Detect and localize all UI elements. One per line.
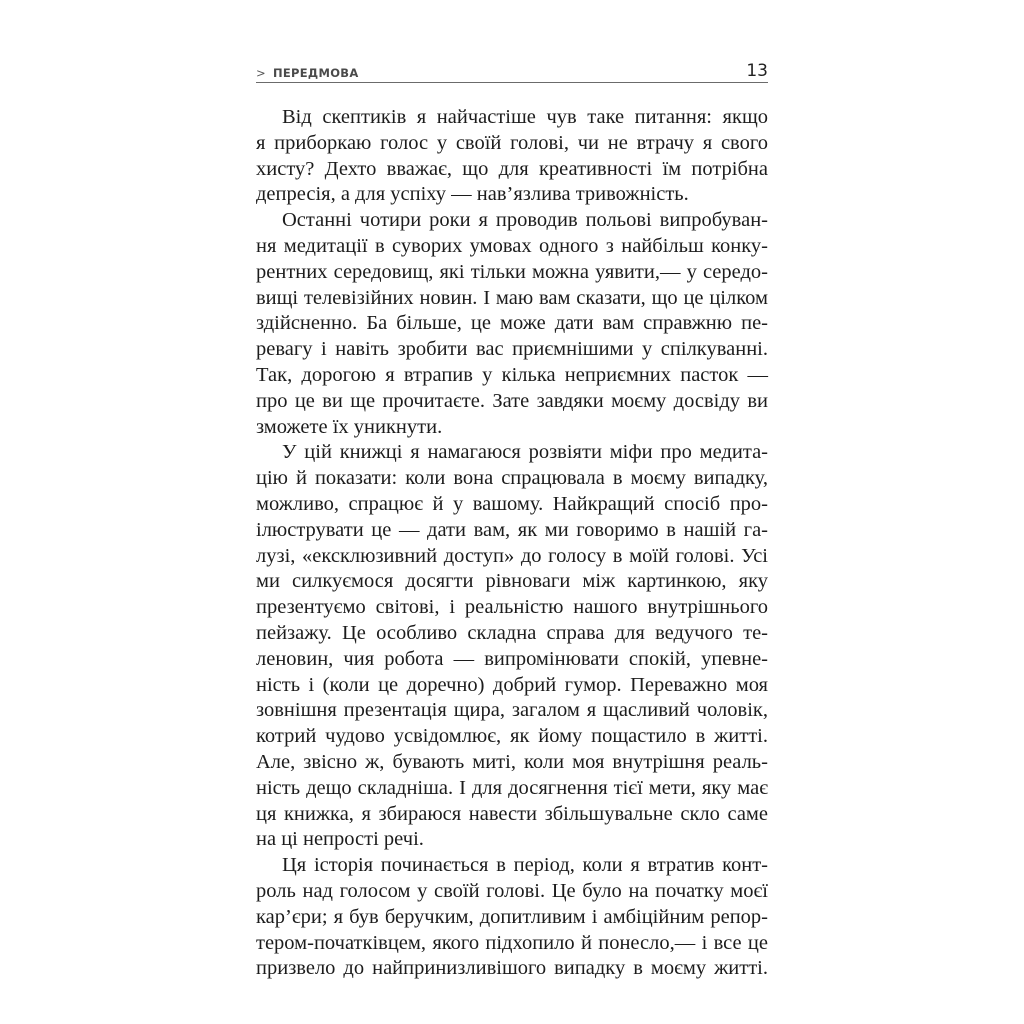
text-line: кар’єри; я був беручким, допитливим і амбіційним репор- (256, 905, 768, 928)
text-line: роль над голосом у своїй голові. Це було на початку моєї (256, 879, 768, 902)
text-line: Від скептиків я найчастіше чув таке питання: якщо (282, 106, 768, 128)
book-page (256, 58, 768, 982)
text-line: ревагу і навіть зробити вас приємнішими у спілкуванні. (256, 338, 768, 361)
text-line: Так, дорогою я втрапив у кілька неприємних пасток — (256, 363, 768, 386)
text-line: ність дещо складніша. І для досягнення тієї мети, яку має (256, 776, 768, 799)
text-line: вищі телевізійних новин. І маю вам сказати, що це цілком (256, 286, 768, 309)
text-line: леновин, чия робота — випромінювати спокій, упевне- (256, 647, 768, 670)
text-line: пейзажу. Це особливо складна справа для ведучого те- (256, 621, 768, 644)
page-number: 13 (746, 61, 768, 81)
text-line: хисту? Дехто вважає, що для креативності їм потрібна (256, 157, 768, 180)
text-line: ілюструвати це — дати вам, як ми говоримо в нашій га- (256, 518, 768, 541)
chevron-right-icon: > (256, 66, 266, 80)
text-line: цію й показати: коли вона спрацювала в моєму випадку, (256, 467, 768, 490)
text-line: депресія, а для успіху — нав’язлива тривожність. (256, 183, 689, 206)
text-line: я приборкаю голос у своїй голові, чи не втрачу я свого (256, 131, 768, 154)
text-line: призвело до найпринизливішого випадку в моєму житті. (256, 957, 768, 980)
text-line: ми силкуємося досягти рівноваги між картинкою, яку (256, 570, 768, 593)
text-line: рентних середовищ, які тільки можна уявити,— у середо- (256, 260, 768, 283)
text-line: ність і (коли це доречно) добрий гумор. Переважно моя (256, 673, 768, 696)
body-text (256, 105, 768, 982)
text-line: про це ви ще прочитаєте. Зате завдяки моєму досвіду ви (256, 389, 768, 412)
text-line: зовнішня презентація щира, загалом я щасливий чоловік, (256, 699, 768, 722)
section-title (256, 66, 359, 80)
text-line: можливо, спрацює й у вашому. Найкращий спосіб про- (256, 492, 768, 515)
text-line: лузі, «ексклюзивний доступ» до голосу в моїй голові. Усі (256, 544, 768, 567)
text-line: Ця історія починається в період, коли я втратив конт- (282, 854, 768, 877)
text-line: презентуємо світові, і реальністю нашого внутрішнього (256, 596, 768, 619)
text-line: на ці непрості речі. (256, 828, 424, 851)
text-line: тером-початківцем, якого підхопило й понесло,— і все це (256, 931, 768, 954)
text-line: Але, звісно ж, бувають миті, коли моя внутрішня реаль- (256, 750, 768, 773)
text-line: котрий чудово усвідомлює, як йому пощастило в житті. (256, 725, 768, 748)
text-line: ця книжка, я збираюся навести збільшувальне скло саме (256, 802, 768, 825)
text-line: У цій книжці я намагаюся розвіяти міфи про медита- (282, 441, 768, 464)
text-line: здійсненно. Ба більше, це може дати вам справжню пе- (256, 312, 768, 335)
text-line: зможете їх уникнути. (256, 415, 443, 438)
text-line: ня медитації в суворих умовах одного з найбільш конку- (256, 234, 768, 257)
section-label: ПЕРЕДМОВА (272, 66, 359, 80)
text-line: Останні чотири роки я проводив польові випробуван- (282, 209, 768, 232)
running-header (256, 58, 768, 83)
